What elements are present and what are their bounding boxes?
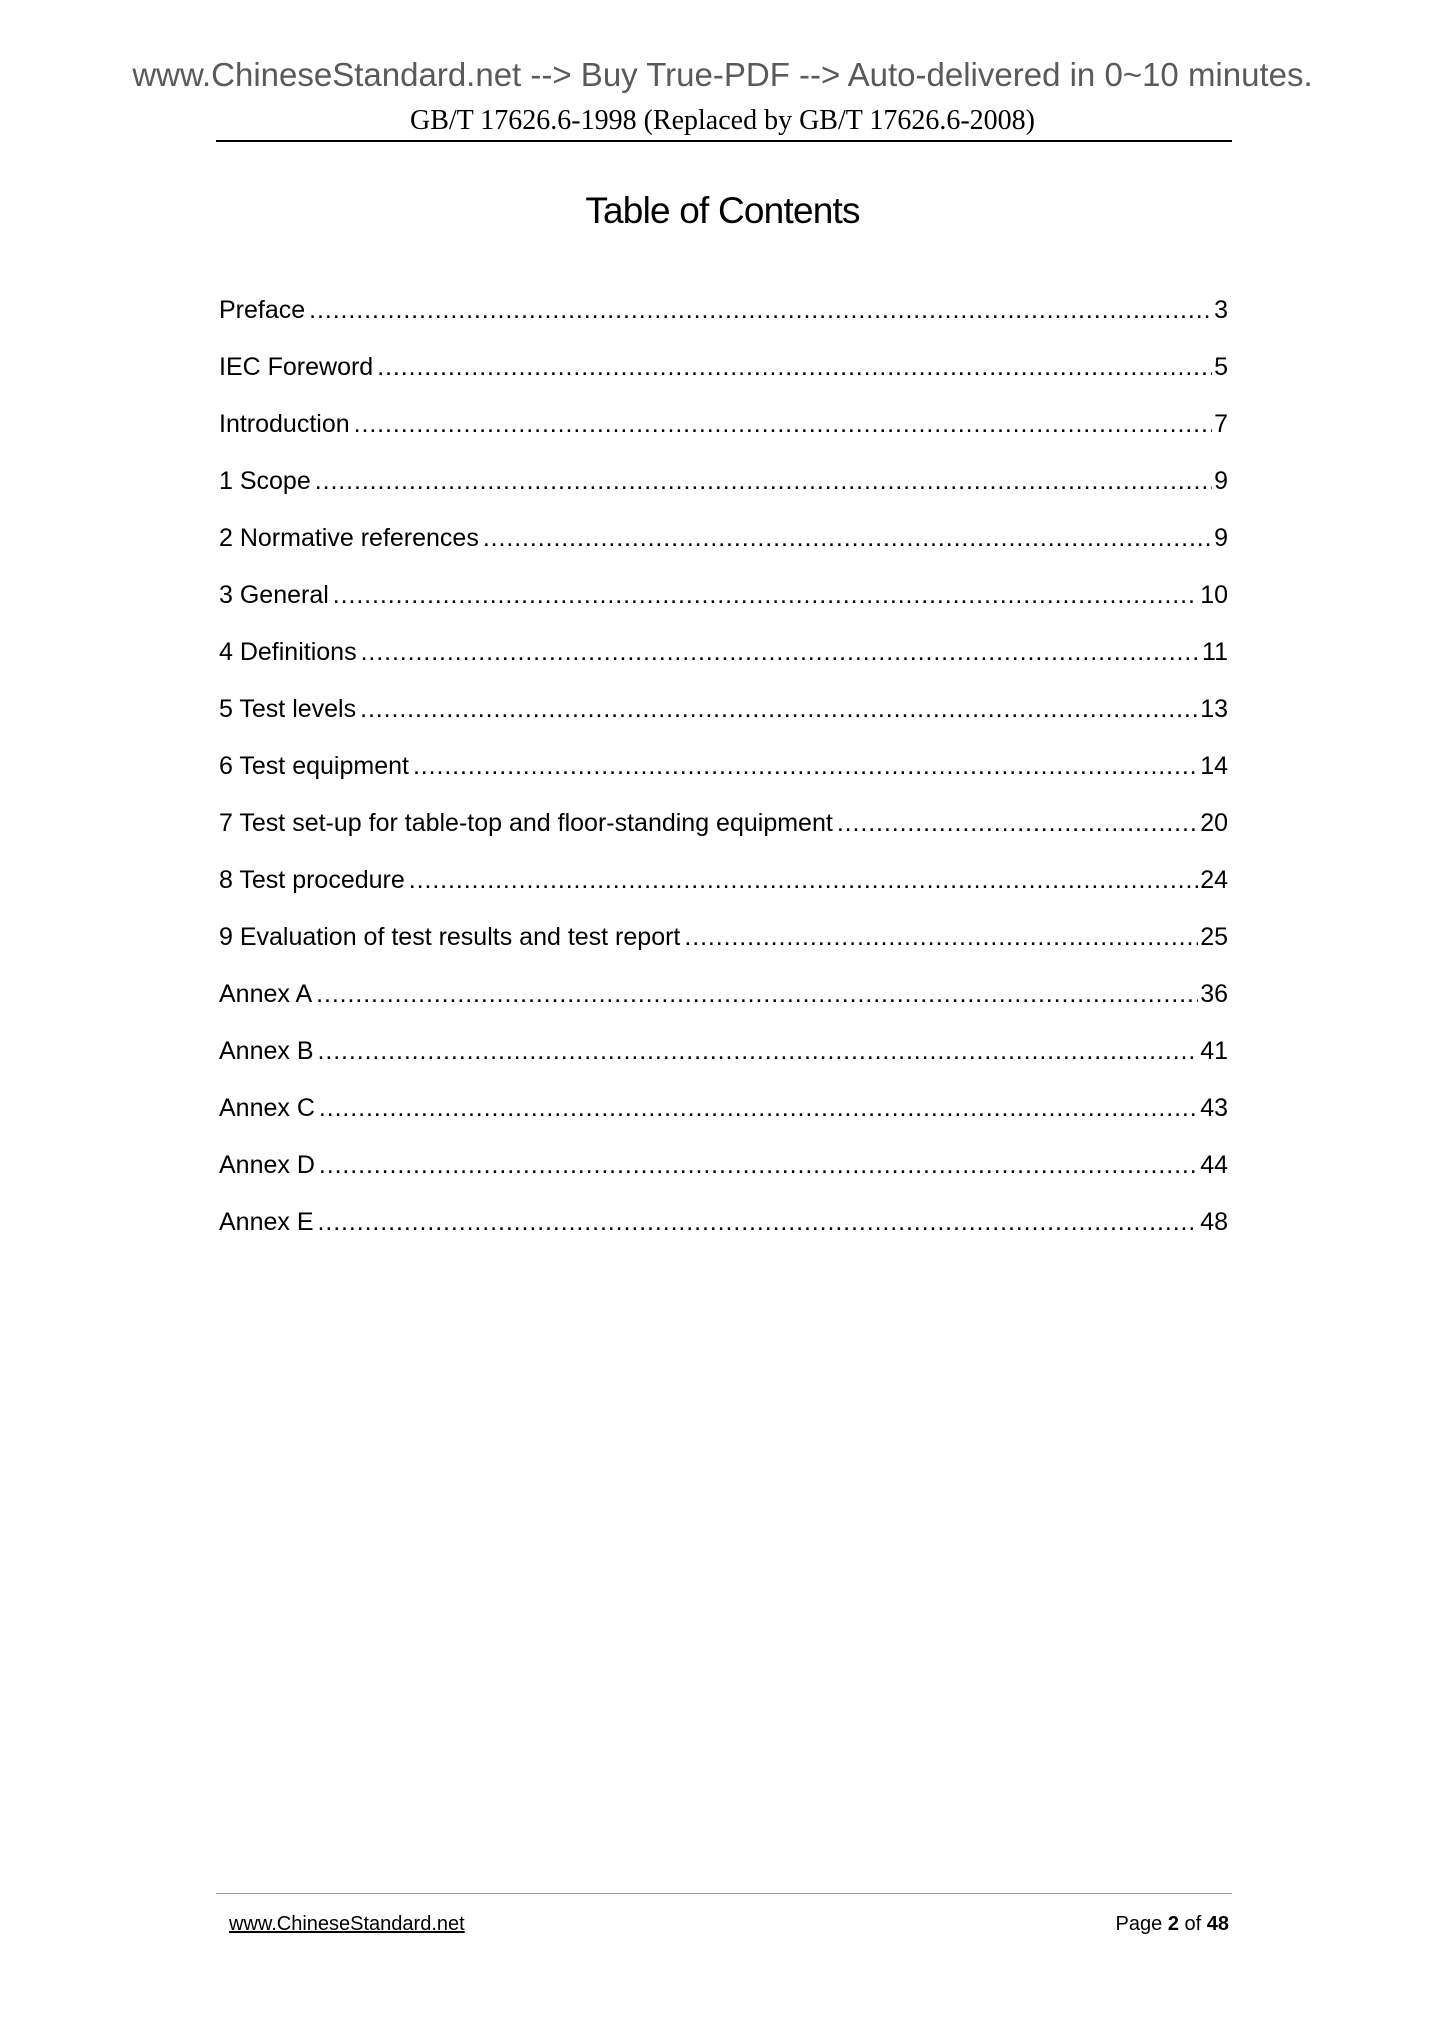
toc-entry-page: 10 [1200,581,1228,609]
dot-leader [361,638,1200,667]
toc-entry-evaluation[interactable] [219,923,1228,980]
toc-entry-page: 9 [1214,467,1228,495]
toc-entry-page: 5 [1214,353,1228,381]
toc-entry-page: 25 [1200,923,1228,951]
standard-identifier: GB/T 17626.6-1998 (Replaced by GB/T 17626.6-2008) [409,105,1035,136]
toc-entry-scope[interactable] [219,467,1228,524]
toc-entry-label: Annex C [219,1094,315,1122]
page-number [1116,1913,1229,1936]
toc-entry-page: 48 [1200,1208,1228,1236]
dot-leader [318,1208,1199,1237]
toc-entry-page: 43 [1200,1094,1228,1122]
footer-divider [216,1893,1232,1894]
toc-entry-preface[interactable] [219,296,1228,353]
dot-leader [409,866,1198,895]
dot-leader [319,1151,1198,1180]
toc-entry-page: 24 [1200,866,1228,894]
toc-entry-page: 9 [1214,524,1228,552]
toc-entry-annex-d[interactable] [219,1151,1228,1208]
dot-leader [333,581,1198,610]
toc-entry-label: Annex E [219,1208,314,1236]
toc-entry-annex-a[interactable] [219,980,1228,1037]
page-of: of [1184,1913,1202,1935]
toc-entry-label: 6 Test equipment [219,752,409,780]
dot-leader [316,980,1198,1009]
toc-entry-label: Annex D [219,1151,315,1179]
dot-leader [319,1094,1198,1123]
toc-entry-page: 14 [1200,752,1228,780]
toc-entry-definitions[interactable] [219,638,1228,695]
toc-entry-page: 41 [1200,1037,1228,1065]
dot-leader [837,809,1198,838]
dot-leader [483,524,1212,553]
dot-leader [315,467,1212,496]
toc-entry-label: 8 Test procedure [219,866,405,894]
toc-entry-label: Preface [219,296,306,324]
toc-entry-test-procedure[interactable] [219,866,1228,923]
toc-entry-label: Annex B [219,1037,314,1065]
dot-leader [309,296,1212,325]
toc-entry-label: Annex A [219,980,313,1008]
toc-entry-label: 2 Normative references [219,524,479,552]
dot-leader [684,923,1198,952]
toc-entry-page: 44 [1200,1151,1228,1179]
dot-leader [354,410,1212,439]
toc-entry-label: 1 Scope [219,467,311,495]
page-total: 48 [1206,1913,1229,1935]
toc-entry-label: 7 Test set-up for table-top and floor-standing equipment [219,809,833,837]
toc-entry-label: 4 Definitions [219,638,357,666]
toc-entry-label: Introduction [219,410,350,438]
toc-entry-annex-c[interactable] [219,1094,1228,1151]
toc-entry-page: 20 [1200,809,1228,837]
toc-entry-label: 9 Evaluation of test results and test report [219,923,681,951]
toc-title: Table of Contents [585,190,860,231]
toc-entry-label: 5 Test levels [219,695,357,723]
toc-entry-annex-b[interactable] [219,1037,1228,1094]
header-divider [216,140,1232,142]
toc-entry-introduction[interactable] [219,410,1228,467]
dot-leader [377,353,1212,382]
toc-entry-page: 11 [1202,638,1228,666]
toc-list [219,296,1228,1265]
toc-entry-test-levels[interactable] [219,695,1228,752]
site-banner: www.ChineseStandard.net --> Buy True-PDF --> Auto-delivered in 0~10 minutes. [132,56,1313,93]
page-prefix: Page [1115,1913,1163,1935]
toc-entry-iec-foreword[interactable] [219,353,1228,410]
toc-entry-page: 7 [1214,410,1228,438]
toc-entry-normative-references[interactable] [219,524,1228,581]
toc-entry-annex-e[interactable] [219,1208,1228,1265]
toc-entry-test-equipment[interactable] [219,752,1228,809]
page-current: 2 [1167,1913,1179,1935]
toc-entry-page: 3 [1214,296,1228,324]
toc-entry-general[interactable] [219,581,1228,638]
toc-entry-test-set-up[interactable] [219,809,1228,866]
toc-entry-page: 13 [1200,695,1228,723]
dot-leader [318,1037,1199,1066]
dot-leader [413,752,1198,781]
toc-entry-page: 36 [1200,980,1228,1008]
dot-leader [360,695,1198,724]
toc-entry-label: IEC Foreword [219,353,374,381]
footer-site-link[interactable]: www.ChineseStandard.net [229,1913,465,1935]
toc-entry-label: 3 General [219,581,329,609]
